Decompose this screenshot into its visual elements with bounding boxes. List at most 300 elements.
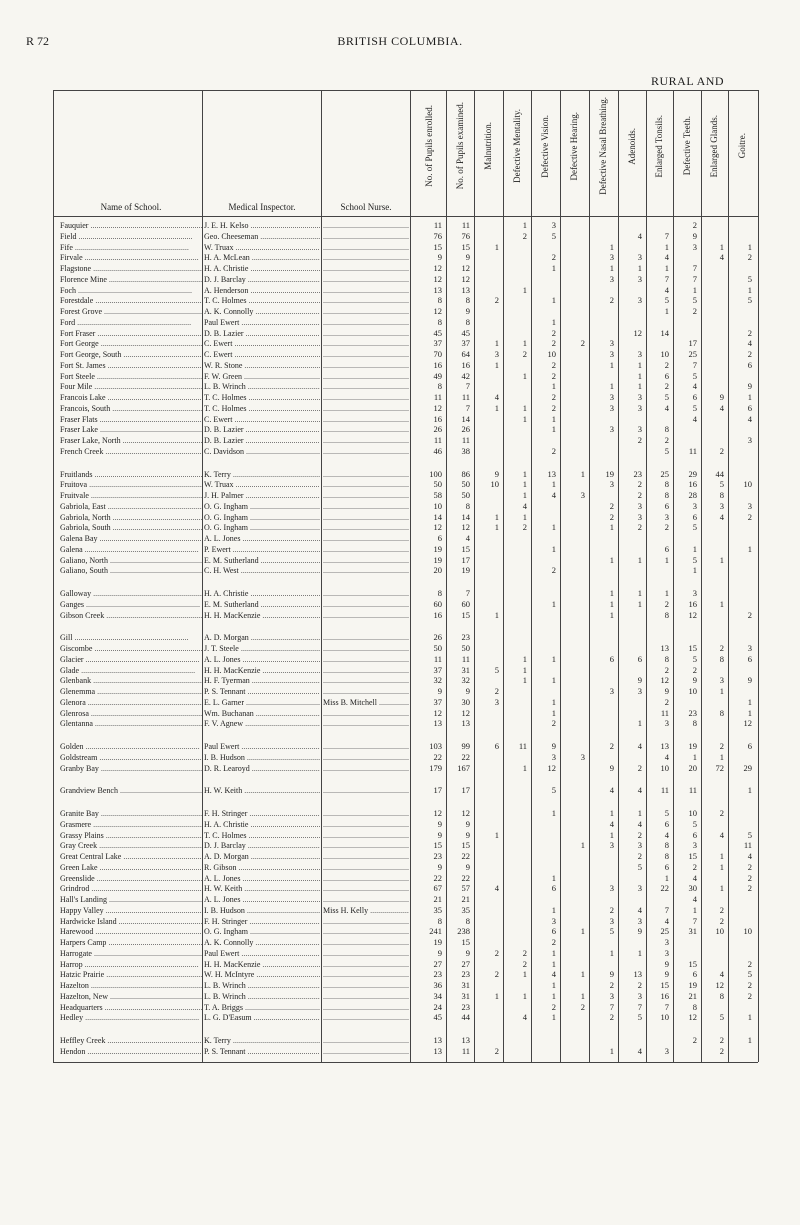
enrolled-value: 8	[437, 381, 442, 392]
enrolled-value: 19	[433, 554, 442, 565]
examined-value: 76	[461, 230, 470, 241]
nasal-header-label: Defective Nasal Breathing.	[598, 97, 608, 195]
school-name: Forestdale .....	[60, 296, 202, 305]
vision-value: 2	[551, 445, 556, 456]
nasal-value: 19	[605, 468, 614, 479]
examined-value: 17	[461, 554, 470, 565]
glands-value: 8	[719, 653, 724, 664]
enrolled-value: 35	[433, 904, 442, 915]
vision-value: 1	[551, 316, 556, 327]
examined-value: 11	[461, 435, 470, 445]
enrolled-value: 12	[433, 522, 442, 533]
mentality-value: 1	[522, 490, 527, 500]
hearing-column-header	[560, 92, 589, 200]
enrolled-value: 100	[429, 468, 442, 479]
adenoids-value: 7	[637, 1001, 642, 1012]
malnutrition-value: 2	[494, 295, 499, 306]
nasal-value: 6	[609, 653, 614, 664]
enrolled-value: 9	[437, 252, 442, 263]
school-name: Glenora .....	[60, 698, 202, 707]
medical-inspector: H. A. Christie .....	[204, 589, 320, 598]
school-nurse	[323, 927, 409, 936]
teeth-value: 1	[692, 543, 697, 554]
school-name: Grasmere .....	[60, 820, 202, 829]
nasal-value: 4	[609, 785, 614, 796]
school-name: Galiano, North .....	[60, 556, 202, 565]
examined-value: 9	[465, 829, 470, 840]
medical-inspector: W. H. McIntyre .....	[204, 970, 320, 979]
school-name: Hazelton .....	[60, 981, 202, 990]
adenoids-value: 1	[637, 718, 642, 729]
tonsils-value: 1	[664, 588, 669, 598]
teeth-value: 12	[688, 609, 697, 620]
adenoids-value: 3	[637, 511, 642, 522]
teeth-value: 16	[688, 479, 697, 490]
column-rule	[531, 90, 532, 1062]
examined-value: 12	[461, 522, 470, 533]
enrolled-value: 9	[437, 818, 442, 829]
school-name: Fruitlands .....	[60, 470, 202, 479]
examined-value: 14	[461, 511, 470, 522]
teeth-value: 4	[692, 872, 697, 883]
malnutrition-value: 1	[494, 522, 499, 533]
examined-value: 37	[461, 338, 470, 349]
enrolled-value: 76	[433, 230, 442, 241]
tonsils-value: 10	[660, 762, 669, 773]
tonsils-value: 11	[660, 785, 669, 796]
malnutrition-value: 5	[494, 664, 499, 675]
enrolled-value: 22	[433, 872, 442, 883]
malnutrition-value: 1	[494, 241, 499, 252]
nasal-value: 3	[609, 883, 614, 894]
tonsils-value: 1	[664, 554, 669, 565]
vision-value: 1	[551, 958, 556, 969]
teeth-value: 3	[692, 241, 697, 252]
medical-inspector: I. B. Hudson .....	[204, 753, 320, 762]
teeth-value: 15	[688, 851, 697, 861]
medical-inspector: P. S. Tennant .....	[204, 1047, 320, 1056]
nasal-value: 9	[609, 762, 614, 773]
tonsils-value: 9	[664, 686, 669, 696]
nasal-value: 3	[609, 915, 614, 926]
examined-value: 44	[461, 1012, 470, 1023]
examined-value: 11	[461, 392, 470, 402]
examined-value: 238	[457, 926, 470, 937]
vision-value: 12	[547, 762, 556, 773]
goitre-value: 2	[747, 958, 752, 969]
adenoids-value: 1	[637, 370, 642, 381]
enrolled-value: 13	[433, 1035, 442, 1045]
school-nurse	[323, 480, 409, 489]
teeth-value: 3	[692, 500, 697, 511]
school-nurse	[323, 470, 409, 479]
malnutrition-value: 10	[490, 479, 499, 490]
enrolled-value: 19	[433, 937, 442, 947]
medical-inspector: A. D. Morgan .....	[204, 852, 320, 861]
adenoids-value: 23	[633, 468, 642, 479]
school-name: Fruitova .....	[60, 480, 202, 489]
examined-value: 7	[465, 381, 470, 392]
examined-value: 26	[461, 424, 470, 435]
glands-value: 4	[719, 969, 724, 980]
tonsils-value: 3	[664, 1045, 669, 1056]
nasal-value: 3	[609, 479, 614, 490]
medical-inspector: F. W. Green .....	[204, 372, 320, 381]
medical-inspector: E. L. Garner .....	[204, 698, 320, 707]
enrolled-value: 37	[433, 664, 442, 675]
tonsils-value: 8	[664, 851, 669, 861]
nasal-value: 1	[609, 241, 614, 252]
tonsils-value: 8	[664, 840, 669, 851]
adenoids-value: 9	[637, 675, 642, 686]
medical-inspector: A. K. Connolly .....	[204, 938, 320, 947]
vision-value: 1	[551, 707, 556, 718]
tonsils-value: 25	[660, 468, 669, 479]
teeth-value: 7	[692, 263, 697, 273]
adenoids-value: 2	[637, 980, 642, 990]
enrolled-value: 13	[433, 284, 442, 295]
medical-inspector: Paul Ewert .....	[204, 742, 320, 751]
malnutrition-value: 1	[494, 511, 499, 522]
enrolled-value: 8	[437, 915, 442, 926]
goitre-value: 5	[747, 273, 752, 284]
vision-value: 1	[551, 543, 556, 554]
goitre-value: 9	[747, 675, 752, 686]
vision-value: 3	[551, 915, 556, 926]
tonsils-value: 3	[664, 947, 669, 958]
teeth-value: 1	[692, 751, 697, 762]
teeth-value: 9	[692, 675, 697, 686]
school-nurse	[323, 447, 409, 456]
adenoids-value: 2	[637, 490, 642, 500]
tonsils-value: 5	[664, 295, 669, 306]
school-name: Glenemma .....	[60, 687, 202, 696]
school-nurse	[323, 633, 409, 642]
school-nurse	[323, 589, 409, 598]
hearing-value: 1	[580, 926, 585, 937]
enrolled-value: 45	[433, 327, 442, 338]
examined-value: 7	[465, 588, 470, 598]
school-nurse	[323, 820, 409, 829]
goitre-value: 2	[747, 872, 752, 883]
glands-value: 8	[719, 490, 724, 500]
school-nurse	[323, 764, 409, 773]
tonsils-value: 8	[664, 479, 669, 490]
school-nurse	[323, 981, 409, 990]
medical-inspector: F. H. Stringer .....	[204, 917, 320, 926]
tonsils-value: 6	[664, 543, 669, 554]
examined-value: 12	[461, 273, 470, 284]
school-name: Francois Lake .....	[60, 393, 202, 402]
school-nurse: Miss B. Mitchell .....	[323, 698, 409, 707]
medical-inspector: A. Henderson .....	[204, 286, 320, 295]
enrolled-value: 9	[437, 947, 442, 958]
enrolled-value: 17	[433, 785, 442, 796]
enrolled-value: 36	[433, 980, 442, 990]
teeth-value: 1	[692, 284, 697, 295]
glands-value: 4	[719, 402, 724, 413]
school-nurse	[323, 382, 409, 391]
teeth-value: 16	[688, 598, 697, 609]
adenoids-value: 5	[637, 1012, 642, 1023]
examined-value: 60	[461, 598, 470, 609]
school-name: Galiano, South .....	[60, 566, 202, 575]
teeth-value: 1	[692, 904, 697, 915]
school-name: Heffley Creek .....	[60, 1036, 202, 1045]
adenoids-value: 3	[637, 424, 642, 435]
school-nurse	[323, 600, 409, 609]
tonsils-value: 13	[660, 741, 669, 751]
enrolled-value: 16	[433, 609, 442, 620]
school-nurse	[323, 307, 409, 316]
school-name: Harrop .....	[60, 960, 202, 969]
goitre-value: 1	[747, 785, 752, 796]
goitre-value: 1	[747, 284, 752, 295]
school-name: Golden .....	[60, 742, 202, 751]
adenoids-value: 3	[637, 915, 642, 926]
enrolled-value: 12	[433, 263, 442, 273]
school-nurse	[323, 949, 409, 958]
school-nurse	[323, 1013, 409, 1022]
tonsils-value: 3	[664, 937, 669, 947]
school-nurse	[323, 264, 409, 273]
school-nurse	[323, 655, 409, 664]
school-name: Harpers Camp .....	[60, 938, 202, 947]
enrolled-value: 19	[433, 543, 442, 554]
teeth-value: 5	[692, 818, 697, 829]
examined-value: 32	[461, 675, 470, 686]
vision-value: 2	[551, 402, 556, 413]
vision-value: 1	[551, 598, 556, 609]
teeth-value: 3	[692, 588, 697, 598]
glands-value: 5	[719, 479, 724, 490]
school-name: Hall's Landing .....	[60, 895, 202, 904]
mentality-value: 1	[522, 664, 527, 675]
tonsils-value: 13	[660, 643, 669, 653]
medical-inspector: R. Gibson .....	[204, 863, 320, 872]
malnutrition-value: 3	[494, 696, 499, 707]
tonsils-value: 3	[664, 718, 669, 729]
nasal-value: 2	[609, 511, 614, 522]
nasal-value: 1	[609, 554, 614, 565]
mentality-value: 1	[522, 762, 527, 773]
medical-inspector: D. B. Lazier .....	[204, 329, 320, 338]
examined-value: 23	[461, 632, 470, 643]
school-name: Glenrosa .....	[60, 709, 202, 718]
school-nurse	[323, 874, 409, 883]
medical-inspector: Wm. Buchanan .....	[204, 709, 320, 718]
school-nurse	[323, 709, 409, 718]
adenoids-value: 4	[637, 785, 642, 796]
goitre-value: 1	[747, 241, 752, 252]
malnutrition-header-label: Malnutrition.	[483, 122, 493, 170]
examined-value: 42	[461, 370, 470, 381]
medical-inspector: H. H. MacKenzie .....	[204, 960, 320, 969]
school-name: Fort Steele .....	[60, 372, 202, 381]
glands-value: 1	[719, 598, 724, 609]
glands-value: 2	[719, 1045, 724, 1056]
medical-inspector: P. Ewert .....	[204, 545, 320, 554]
goitre-value: 4	[747, 338, 752, 349]
teeth-value: 23	[688, 707, 697, 718]
enrolled-value: 13	[433, 718, 442, 729]
adenoids-value: 4	[637, 741, 642, 751]
teeth-value: 10	[688, 686, 697, 696]
enrolled-value: 12	[433, 808, 442, 818]
school-name: Grindrod .....	[60, 884, 202, 893]
school-name: Fort George .....	[60, 339, 202, 348]
school-nurse	[323, 415, 409, 424]
teeth-value: 7	[692, 915, 697, 926]
teeth-value: 6	[692, 511, 697, 522]
adenoids-value: 2	[637, 435, 642, 445]
school-name: Francois, South .....	[60, 404, 202, 413]
school-nurse	[323, 502, 409, 511]
medical-inspector: J. T. Steele .....	[204, 644, 320, 653]
examined-value: 50	[461, 479, 470, 490]
school-nurse	[323, 243, 409, 252]
tonsils-value: 10	[660, 1012, 669, 1023]
teeth-value: 28	[688, 490, 697, 500]
school-name: Foch .....	[60, 286, 202, 295]
examined-value: 30	[461, 696, 470, 707]
medical-inspector: A. L. Jones .....	[204, 655, 320, 664]
glands-value: 9	[719, 392, 724, 402]
medical-inspector: A. D. Morgan .....	[204, 633, 320, 642]
school-nurse	[323, 676, 409, 685]
teeth-value: 7	[692, 359, 697, 370]
mentality-value: 4	[522, 1012, 527, 1023]
goitre-value: 12	[743, 718, 752, 729]
examined-value: 9	[465, 818, 470, 829]
medical-inspector: Paul Ewert .....	[204, 318, 320, 327]
school-name: Galloway .....	[60, 589, 202, 598]
teeth-header-label: Defective Teeth.	[681, 116, 692, 176]
medical-inspector: I. B. Hudson .....	[204, 906, 320, 915]
school-name: Galena Bay .....	[60, 534, 202, 543]
hearing-value: 1	[580, 990, 585, 1001]
glands-value: 8	[719, 990, 724, 1001]
tonsils-value: 10	[660, 349, 669, 359]
column-rule	[53, 90, 54, 1062]
school-name: Glade .....	[60, 666, 202, 675]
tonsils-value: 4	[664, 915, 669, 926]
teeth-value: 6	[692, 969, 697, 980]
enrolled-value: 11	[433, 392, 442, 402]
column-rule	[728, 90, 729, 1062]
school-nurse	[323, 286, 409, 295]
nasal-column-header	[589, 92, 618, 200]
school-nurse	[323, 831, 409, 840]
goitre-value: 2	[747, 252, 752, 263]
school-name: Gabriola, North .....	[60, 513, 202, 522]
column-rule	[503, 90, 504, 1062]
school-name: Hatzic Prairie .....	[60, 970, 202, 979]
goitre-value: 5	[747, 295, 752, 306]
school-name: Headquarters .....	[60, 1003, 202, 1012]
medical-inspector: H. W. Keith .....	[204, 884, 320, 893]
vision-value: 1	[551, 980, 556, 990]
enrolled-value: 32	[433, 675, 442, 686]
medical-inspector: H. H. MacKenzie .....	[204, 666, 320, 675]
school-nurse	[323, 253, 409, 262]
school-nurse	[323, 275, 409, 284]
medical-inspector: W. Truax .....	[204, 480, 320, 489]
vision-value: 13	[547, 468, 556, 479]
examined-value: 38	[461, 445, 470, 456]
vision-value: 2	[551, 327, 556, 338]
medical-inspector: H. A. McLean .....	[204, 253, 320, 262]
school-name: Gill .....	[60, 633, 202, 642]
medical-inspector: J. H. Palmer .....	[204, 491, 320, 500]
teeth-value: 21	[688, 990, 697, 1001]
hearing-value: 2	[580, 338, 585, 349]
glands-value: 1	[719, 686, 724, 696]
table-bottom-rule	[53, 1062, 758, 1063]
adenoids-value: 4	[637, 904, 642, 915]
column-rule	[589, 90, 590, 1062]
adenoids-value: 12	[633, 327, 642, 338]
enrolled-value: 10	[433, 500, 442, 511]
school-name: Fraser Lake, North .....	[60, 436, 202, 445]
nasal-value: 2	[609, 295, 614, 306]
adenoids-value: 3	[637, 349, 642, 359]
glands-column-header	[701, 92, 728, 200]
teeth-value: 15	[688, 958, 697, 969]
glands-value: 1	[719, 851, 724, 861]
tonsils-value: 2	[664, 598, 669, 609]
glands-value: 3	[719, 500, 724, 511]
school-nurse: Miss H. Kelly .....	[323, 906, 409, 915]
school-nurse	[323, 350, 409, 359]
glands-value: 2	[719, 1035, 724, 1045]
vision-value: 1	[551, 808, 556, 818]
glands-value: 3	[719, 675, 724, 686]
teeth-value: 8	[692, 1001, 697, 1012]
enrolled-value: 9	[437, 829, 442, 840]
school-nurse	[323, 960, 409, 969]
goitre-value: 2	[747, 511, 752, 522]
examined-value: 16	[461, 359, 470, 370]
vision-value: 1	[551, 990, 556, 1001]
teeth-value: 3	[692, 840, 697, 851]
school-name: Glenbank .....	[60, 676, 202, 685]
enrolled-value: 50	[433, 643, 442, 653]
school-name: Ganges .....	[60, 600, 202, 609]
enrolled-value: 58	[433, 490, 442, 500]
teeth-value: 5	[692, 653, 697, 664]
tonsils-value: 4	[664, 252, 669, 263]
teeth-value: 2	[692, 306, 697, 316]
medical-inspector: C. H. West .....	[204, 566, 320, 575]
vision-value: 1	[551, 872, 556, 883]
teeth-value: 17	[688, 338, 697, 349]
hearing-value: 2	[580, 1001, 585, 1012]
medical-inspector: A. L. Jones .....	[204, 534, 320, 543]
vision-value: 1	[551, 263, 556, 273]
tonsils-value: 11	[660, 707, 669, 718]
school-nurse	[323, 884, 409, 893]
enrolled-value: 241	[429, 926, 442, 937]
adenoids-value: 2	[637, 762, 642, 773]
tonsils-value: 15	[660, 980, 669, 990]
enrolled-value: 103	[429, 741, 442, 751]
examined-value: 9	[465, 306, 470, 316]
nasal-value: 1	[609, 263, 614, 273]
adenoids-header-label: Adenoids.	[626, 127, 637, 165]
enrolled-value: 37	[433, 338, 442, 349]
hearing-value: 1	[580, 840, 585, 851]
